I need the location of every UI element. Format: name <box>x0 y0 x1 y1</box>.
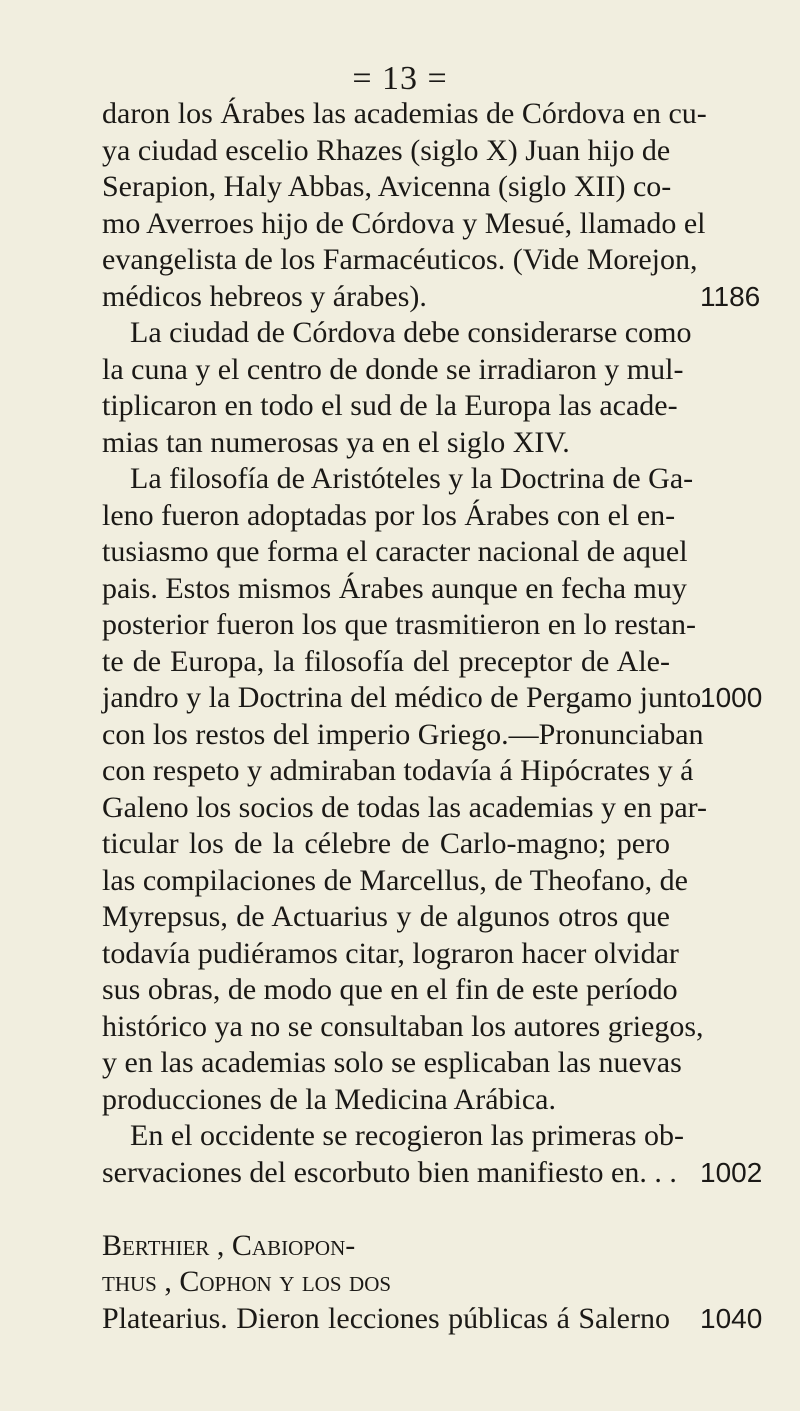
text-line-15: posterior fueron los que trasmitieron en lo restan- <box>102 608 696 641</box>
text-line-23: Myrepsus, de Actuarius y de algunos otros que <box>102 900 670 933</box>
text-line-8: la cuna y el centro de donde se irradiaron y mul- <box>102 353 684 386</box>
text-line-26: histórico ya no se consultaban los autores griegos, <box>102 1010 704 1043</box>
text-line-22: las compilaciones de Marcellus, de Theofano, de <box>102 864 688 897</box>
page-number: = 13 = <box>352 60 448 97</box>
text-line-24: todavía pudiéramos citar, lograron hacer olvidar <box>102 937 679 970</box>
text-line-33: Platearius. Dieron lecciones públicas á Salerno <box>102 1302 670 1335</box>
text-line-31: Berthier , Cabiopon- <box>102 1229 356 1262</box>
text-line-19: con respeto y admiraban todavía á Hipócrates y á <box>102 754 694 787</box>
text-line-2: ya ciudad escelio Rhazes (siglo X) Juan hijo de <box>102 134 671 167</box>
margin-year-3: 1002 <box>700 1157 763 1188</box>
text-line-20: Galeno los socios de todas las academias y en par- <box>102 791 708 824</box>
text-line-9: tiplicaron en todo el sud de la Europa las acade- <box>102 389 678 422</box>
text-line-14: pais. Estos mismos Árabes aunque en fecha muy <box>102 572 687 605</box>
text-line-32: thus , Cophon y los dos <box>102 1265 392 1298</box>
margin-year-2: 1000 <box>700 682 763 713</box>
text-line-4: mo Averroes hijo de Córdova y Mesué, llamado el <box>102 207 706 240</box>
text-line-18: con los restos del imperio Griego.—Pronunciaban <box>102 718 704 751</box>
text-line-11: La filosofía de Aristóteles y la Doctrina de Ga- <box>130 462 694 495</box>
text-line-13: tusiasmo que forma el caracter nacional de aquel <box>102 535 688 568</box>
text-line-17: jandro y la Doctrina del médico de Pergamo junto <box>102 681 702 714</box>
text-line-30: servaciones del escorbuto bien manifiesto en. . . <box>102 1156 677 1189</box>
text-line-27: y en las academias solo se esplicaban las nuevas <box>102 1046 682 1079</box>
text-line-5: evangelista de los Farmacéuticos. (Vide Morejon, <box>102 243 698 276</box>
text-line-10: mias tan numerosas ya en el siglo XIV. <box>102 426 570 459</box>
text-line-7: La ciudad de Córdova debe considerarse como <box>130 316 692 349</box>
margin-year-4: 1040 <box>700 1303 763 1334</box>
text-line-1: daron los Árabes las academias de Córdova en cu- <box>102 97 707 130</box>
text-line-6: médicos hebreos y árabes). <box>102 280 427 313</box>
text-line-28: producciones de la Medicina Arábica. <box>102 1083 556 1116</box>
text-line-16: te de Europa, la filosofía del preceptor de Ale- <box>102 645 670 678</box>
text-line-29: En el occidente se recogieron las primeras ob- <box>130 1119 684 1152</box>
text-line-25: sus obras, de modo que en el fin de este período <box>102 973 678 1006</box>
margin-year-1: 1186 <box>700 281 761 312</box>
text-line-21: ticular los de la célebre de Carlo-magno; pero <box>102 827 670 860</box>
text-line-3: Serapion, Haly Abbas, Avicenna (siglo XII) co- <box>102 170 672 203</box>
text-line-12: leno fueron adoptadas por los Árabes con el en- <box>102 499 676 532</box>
